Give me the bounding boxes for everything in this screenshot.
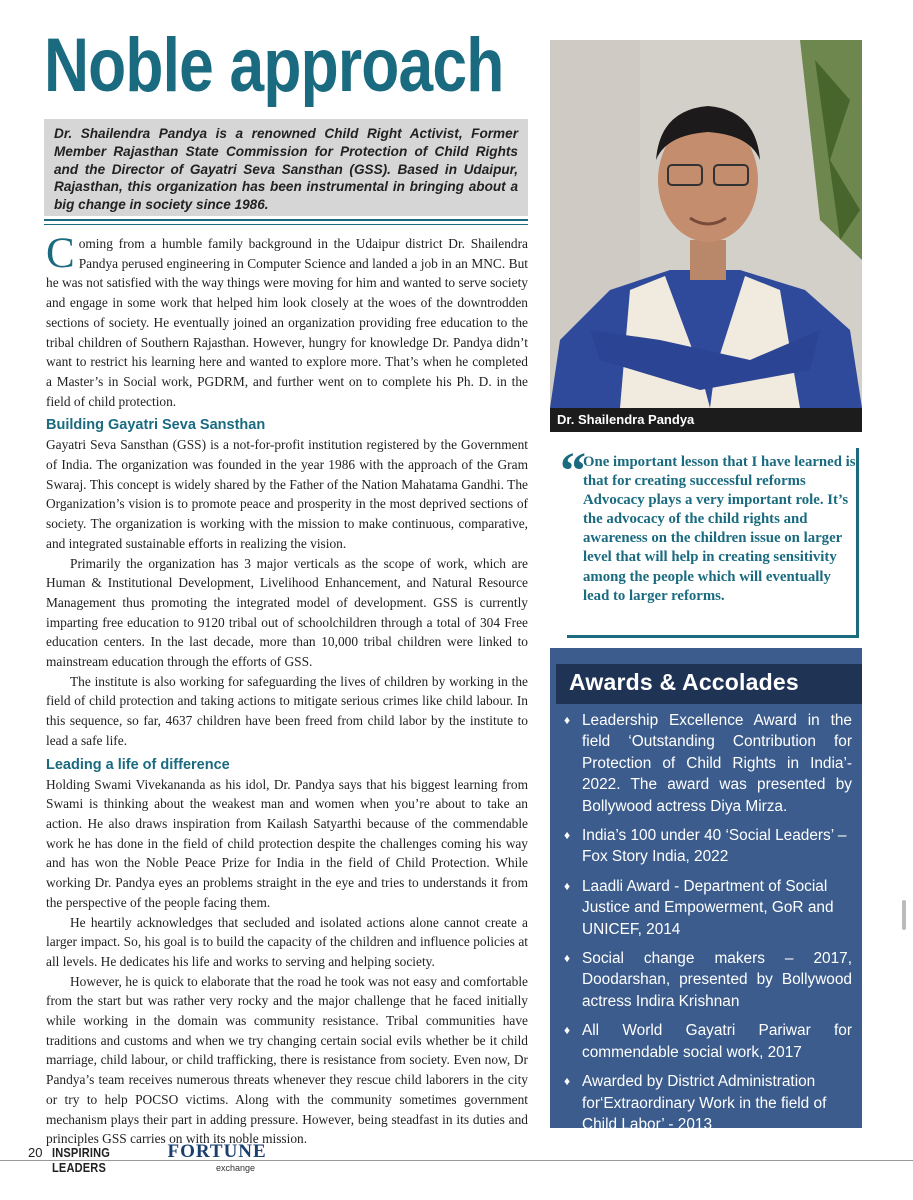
diamond-bullet-icon: ♦ — [564, 1023, 571, 1038]
awards-title: Awards & Accolades — [569, 669, 799, 695]
subheading-leading-life: Leading a life of difference — [46, 756, 230, 773]
section-name: INSPIRING LEADERS — [52, 1145, 111, 1175]
magazine-logo-sub: exchange — [216, 1163, 256, 1173]
paragraph: Gayatri Seva Sansthan (GSS) is a not-for-profit institution registered by the Government of India. The organization was founded in the year 1986 with the approach of the Gram Swaraj. This concept is widely shared by the Father of the Nation Mahatama Gandhi. The Organization’s vision is to promote peace and prosperity in the most deprived sections of society. The organization is working with the mission to make continuous, comparative, and integrated sustainable efforts in realizing the vision. — [46, 437, 528, 551]
diamond-bullet-icon: ♦ — [564, 1074, 571, 1089]
awards-list — [562, 710, 852, 1143]
paragraph: Holding Swami Vivekananda as his idol, Dr. Pandya says that his biggest learning from Swami is thinking about the weakest man and women when you’re about to take an action. He also draws inspiration from Kailash Satyarthi because of the commendable work he has done in the field of child protection despite the challenges coming his way and has won the Noble Peace Prize for India in the field of Child Protection. While working Dr. Pandya eyes an problems straight in the eye and tries to understands it from the perspective of the people facing them. — [46, 776, 528, 910]
list-item: ♦ Leadership Excellence Award in the field ‘Outstanding Contribution for Protection of Child Rights in India’- 2022. The award was presented by Bollywood actress Diya Mirza. — [564, 712, 852, 815]
drop-cap: C — [46, 230, 75, 277]
list-item: ♦ Social change makers – 2017, Doodarshan, presented by Bollywood actress Indira Krishnan — [564, 950, 852, 1010]
diamond-bullet-icon: ♦ — [564, 878, 571, 893]
article-body — [46, 230, 528, 1149]
quote-icon: “ — [560, 443, 586, 500]
page-title: Noble approach — [44, 23, 504, 108]
list-item: ♦ India’s 100 under 40 ‘Social Leaders’ – Fox Story India, 2022 — [564, 827, 847, 866]
divider — [44, 224, 528, 225]
intro-standfirst: Dr. Shailendra Pandya is a renowned Child Right Activist, Former Member Rajasthan State Commission for Protection of Child Rights and the Director of Gayatri Seva Sansthan (GSS). Based in Udaipur, Rajasthan, this organization has been instrumental in bringing about a big change in society since 1986. — [44, 119, 528, 216]
divider — [44, 219, 528, 221]
paragraph: Primarily the organization has 3 major verticals as the scope of work, which are Human & Institutional Development, Livelihood Enhancement, and Natural Resource Management thus promoting the integrated model of development. GSS is currently imparting free education to 9120 tribal out of schoolchildren through a total of 304 Free education centers. In the last decade, more than 10,000 tribal children were linked to mainstream education through the efforts of GSS. — [46, 555, 528, 670]
paragraph: The institute is also working for safeguarding the lives of children by working in the field of child protection and taking actions to mitigate serious crimes like child labour. In this sequence, so far, 4637 children have been freed from child labor by the institute to lead a safe life. — [46, 673, 528, 748]
scrollbar[interactable] — [902, 900, 906, 930]
portrait-illustration — [550, 40, 862, 408]
portrait-photo — [550, 40, 862, 408]
photo-caption: Dr. Shailendra Pandya — [550, 408, 862, 432]
list-item: ♦ All World Gayatri Pariwar for commendable social work, 2017 — [564, 1022, 852, 1061]
pull-quote: One important lesson that I have learned is that for creating successful reforms Advocacy plays a very important role. It’s the advocacy of the child rights and awareness on the children issue on larger level that will help in creating sensitivity among the people which will eventually lead to larger reforms. — [583, 454, 856, 604]
paragraph: Coming from a humble family background in the Udaipur district Dr. Shailendra Pandya perused engineering in Computer Science and landed a job in an MNC. But he was not satisfied with the way things were moving for him and wanted to serve society and engage in some work that helped him look closely at the woes of the downtrodden sections of society. He eventually joined an organization providing free education to the tribal children of Southern Rajasthan. However, hungry for knowledge Dr. Pandya didn’t want to restrict his learning here and wanted to explore more. That’s when he completed a Master’s in Social work, PGDRM, and further went on to complete his Ph. D. in the field of child protection. — [46, 230, 528, 409]
list-item: ♦ Laadli Award - Department of Social Justice and Empowerment, GoR and UNICEF, 2014 — [564, 877, 834, 938]
paragraph: However, he is quick to elaborate that the road he took was not easy and comfortable from the start but was rather very rocky and the major challenge that he faced initially while working in the domain was community resistance. Tribal communities have traditions and customs and when we try changing certain social evils whether be it child marriage, child labour, or child trafficking, there is resistance from society. Even now, Dr Pandya’s team receives numerous threats whenever they rescue child laborers in the city or try to help POCSO victims. Along with the community sometimes government mechanism plays their part in adding pressure. However, being steadfast in its duties and principles GSS carries on with its noble mission. — [46, 973, 528, 1147]
list-item: ♦ Awarded by District Administration for‘Extraordinary Work in the field of Child Labor’ - 2013 — [564, 1073, 827, 1133]
diamond-bullet-icon: ♦ — [564, 828, 571, 843]
paragraph: He heartily acknowledges that secluded and isolated actions alone cannot create a larger impact. So, his goal is to build the capacity of the children and influence policies at all levels. He dedicates his life and works to serving and helping society. — [46, 914, 528, 969]
diamond-bullet-icon: ♦ — [564, 713, 571, 727]
magazine-logo: FORTUNE — [167, 1141, 267, 1162]
page-footer — [28, 1141, 267, 1175]
diamond-bullet-icon: ♦ — [564, 951, 571, 966]
subheading-building-gss: Building Gayatri Seva Sansthan — [46, 417, 266, 434]
page-number: 20 — [28, 1145, 43, 1160]
